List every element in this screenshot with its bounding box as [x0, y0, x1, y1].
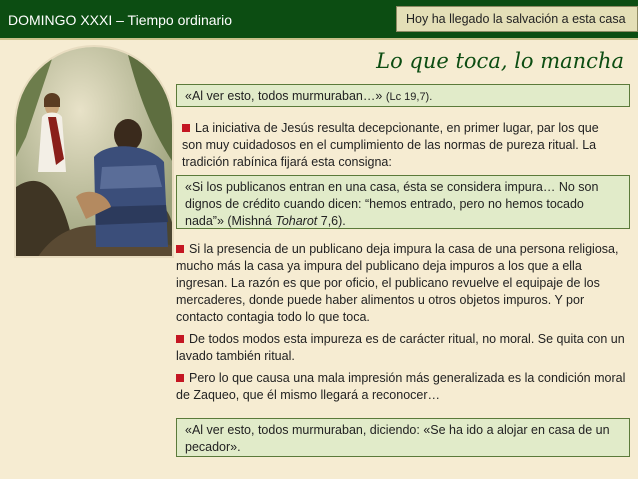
quote-sinner-text: «Al ver esto, todos murmuraban, diciendo: «Se ha ido a alojar en casa de un pecador».	[185, 423, 610, 454]
header-bar	[0, 0, 638, 40]
paragraph-initiative	[182, 120, 622, 171]
bullet-icon	[176, 335, 184, 343]
quote-box-sinner	[176, 418, 630, 457]
painting-illustration	[16, 47, 174, 258]
paragraph-ritual-text: De todos modos esta impureza es de carácter ritual, no moral. Se quita con un lavado también ritual.	[176, 332, 625, 363]
slide-title: Lo que toca, lo mancha	[376, 49, 624, 73]
paragraph-zacchaeus	[176, 370, 630, 404]
paragraph-publican-text: Si la presencia de un publicano deja impura la casa de una persona religiosa, mucho más la casa ya impura del publicano deja impuros a los que a ella ingresan. La razón es que por oficio, el publicano revuelve el equipaje de los mercaderes, donde puede haber alimentos u otros objetos impuros. Y por contacto contagia todo lo que toca.	[176, 242, 619, 324]
header-right-title: Hoy ha llegado la salvación a esta casa	[396, 6, 638, 32]
jesus-zacchaeus-painting	[14, 45, 174, 258]
bullet-icon	[176, 374, 184, 382]
quote-box-luke	[176, 84, 630, 107]
paragraph-publican	[176, 241, 630, 326]
paragraph-zacchaeus-text: Pero lo que causa una mala impresión más generalizada es la condición moral de Zaqueo, que él mismo llegará a reconocer…	[176, 371, 626, 402]
paragraph-initiative-text: La iniciativa de Jesús resulta decepcionante, en primer lugar, par los que son muy cuidadosos en el cumplimiento de las normas de pureza ritual. La tradición rabínica fijará esta consigna:	[182, 121, 599, 169]
quote-luke-ref: (Lc 19,7).	[385, 91, 433, 103]
quote-mishna-ref: 7,6).	[317, 214, 346, 228]
header-left-title: DOMINGO XXXI – Tiempo ordinario	[8, 12, 233, 28]
bullet-icon	[182, 124, 190, 132]
quote-mishna-text: «Si los publicanos entran en una casa, ésta se considera impura… No son dignos de crédito cuando dicen: “hemos entrado, pero no hemos tocado nada”» (Mishná	[185, 180, 599, 228]
bullet-icon	[176, 245, 184, 253]
quote-mishna-work: Toharot	[275, 214, 318, 228]
quote-luke-text: «Al ver esto, todos murmuraban…»	[185, 89, 383, 103]
paragraph-ritual	[176, 331, 630, 365]
quote-box-mishna	[176, 175, 630, 229]
